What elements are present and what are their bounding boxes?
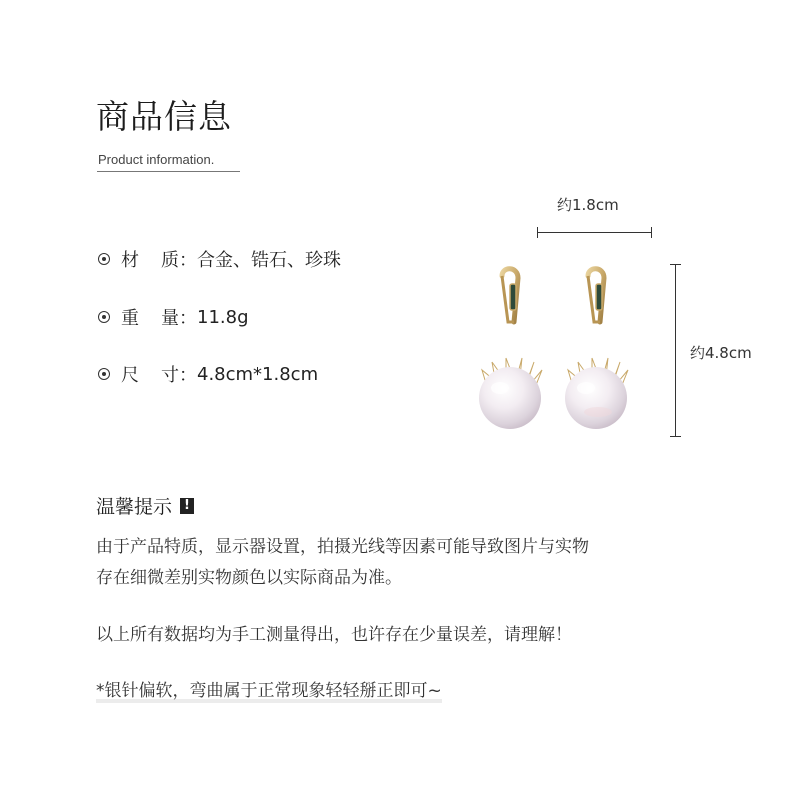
- pearl-earrings-image: [470, 262, 660, 442]
- tips-paragraph-line1: 由于产品特质，显示器设置，拍摄光线等因素可能导致图片与实物: [96, 537, 589, 557]
- spec-value-material: 合金、锆石、珍珠: [197, 250, 341, 271]
- bullet-icon: [98, 311, 110, 323]
- exclamation-icon: !: [180, 498, 194, 514]
- bullet-icon: [98, 368, 110, 380]
- subtitle-underline: [97, 171, 240, 172]
- tips-paragraph-line2: 存在细微差别实物颜色以实际商品为准。: [96, 568, 402, 588]
- spec-value-size: 4.8cm*1.8cm: [197, 363, 319, 385]
- tips-silver-needle-note: *银针偏软，弯曲属于正常现象轻轻掰正即可~: [96, 681, 442, 701]
- spec-label: [121, 304, 197, 330]
- spec-row-size: [98, 362, 318, 386]
- spec-label-first: 尺: [121, 365, 139, 386]
- spec-label: [121, 361, 197, 387]
- height-dimension-label: 约4.8cm: [690, 344, 752, 362]
- tips-title: [96, 492, 194, 519]
- page-subtitle: Product information.: [98, 152, 215, 167]
- spec-label-second: 量：: [161, 308, 197, 329]
- left-earring: [479, 269, 542, 429]
- width-dimension-line: [537, 232, 652, 233]
- tips-title-text: 温馨提示: [96, 496, 173, 518]
- tips-measurement-note: 以上所有数据均为手工测量得出，也许存在少量误差，请理解！: [96, 625, 572, 645]
- height-dimension-line: [675, 264, 676, 437]
- right-earring: [565, 269, 628, 429]
- spec-value-weight: 11.8g: [197, 306, 249, 328]
- spec-row-weight: [98, 305, 249, 329]
- spec-label-second: 寸：: [161, 365, 197, 386]
- page-title: 商品信息: [96, 97, 232, 136]
- width-dimension-label: 约1.8cm: [557, 196, 619, 214]
- spec-label-first: 材: [121, 250, 139, 271]
- spec-label-first: 重: [121, 308, 139, 329]
- spec-label: [121, 246, 197, 272]
- spec-row-material: [98, 247, 341, 271]
- spec-label-second: 质：: [161, 250, 197, 271]
- bullet-icon: [98, 253, 110, 265]
